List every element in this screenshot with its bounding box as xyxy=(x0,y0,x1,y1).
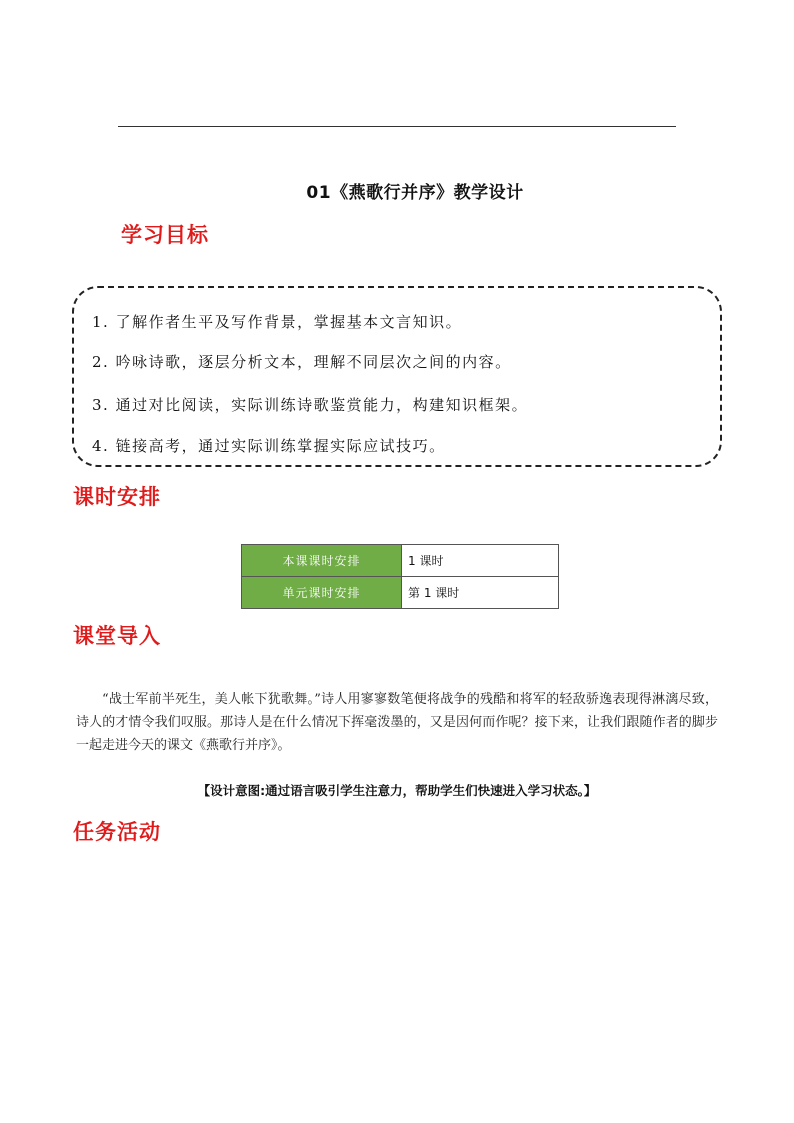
intro-heading: 课堂导入 xyxy=(73,624,161,648)
document-title: 01《燕歌行并序》教学设计 xyxy=(306,183,524,203)
objectives-heading: 学习目标 xyxy=(121,223,209,247)
schedule-value: 1 课时 xyxy=(402,545,559,577)
objective-item-2: 2. 吟咏诗歌，逐层分析文本，理解不同层次之间的内容。 xyxy=(92,353,512,371)
header-rule xyxy=(118,126,676,127)
schedule-label: 本课课时安排 xyxy=(242,545,402,577)
schedule-value: 第 1 课时 xyxy=(402,577,559,609)
schedule-heading: 课时安排 xyxy=(73,485,161,509)
table-row xyxy=(242,545,559,577)
schedule-label: 单元课时安排 xyxy=(242,577,402,609)
objective-item-1: 1. 了解作者生平及写作背景，掌握基本文言知识。 xyxy=(92,313,463,331)
intro-paragraph: “战士军前半死生，美人帐下犹歌舞。”诗人用寥寥数笔便将战争的残酷和将军的轻敌骄逸表现得淋漓尽致，诗人的才情令我们叹服。那诗人是在什么情况下挥毫泼墨的，又是因何而作呢？接下来，让我们跟随作者的脚步一起走进今天的课文《燕歌行并序》。 xyxy=(76,692,718,753)
objective-item-4: 4. 链接高考，通过实际训练掌握实际应试技巧。 xyxy=(92,437,446,455)
schedule-table xyxy=(241,544,559,609)
objective-item-3: 3. 通过对比阅读，实际训练诗歌鉴赏能力，构建知识框架。 xyxy=(92,396,529,414)
tasks-heading: 任务活动 xyxy=(73,820,161,844)
design-intent-note: 【设计意图:通过语言吸引学生注意力，帮助学生们快速进入学习状态。】 xyxy=(197,783,597,798)
table-row xyxy=(242,577,559,609)
